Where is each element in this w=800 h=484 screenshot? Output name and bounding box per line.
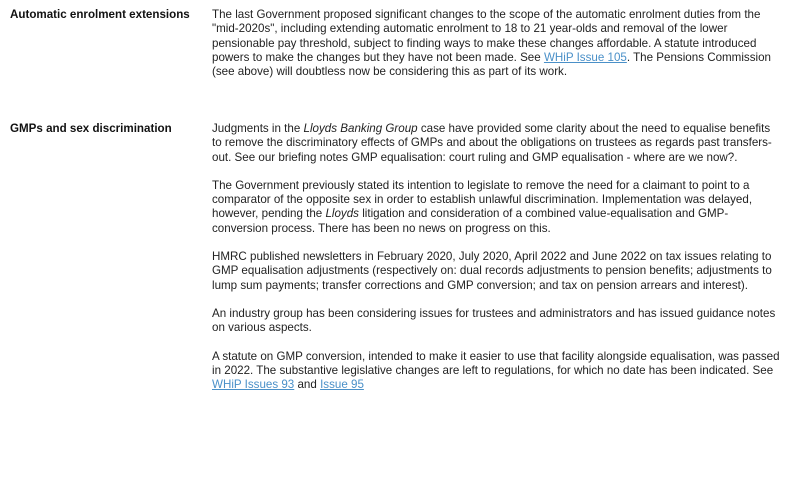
paragraph-text: and — [294, 378, 321, 392]
paragraph-text: litigation and consideration of a combined value-equalisation and GMP-conversion process. There has been no news on progress on this. — [212, 207, 729, 235]
paragraph: An industry group has been considering issues for trustees and administrators and has issued guidance notes on various aspects. — [212, 306, 776, 335]
whip-issue-105-link[interactable]: WHiP Issue 105 — [543, 50, 627, 64]
case-name: Lloyds Banking Group — [303, 122, 418, 135]
paragraph — [212, 179, 782, 236]
paragraph — [212, 8, 782, 79]
paragraph-text: Judgments in the — [212, 122, 304, 135]
paragraph: HMRC published newsletters in February 2020, July 2020, April 2022 and June 2022 on tax issues relating to GMP equalisation adjustments (respectively on: dual records adjustments to pension benefits; adjustments to lump sum payments; transfer corrections and GMP conversion; and tax on pension arrears and interest). — [212, 250, 772, 292]
whip-issues-93-link[interactable]: WHiP Issues 93 — [212, 378, 295, 392]
paragraph-text: A statute on GMP conversion, intended to make it easier to use that facility alongside equalisation, was passed in 2022. The substantive legislative changes are left to regulations, for which no date has been indicated. See — [212, 349, 780, 377]
paragraph-text: case have provided some clarity about the need to equalise benefits to remove the discriminatory effects of GMPs and about the obligations on trustees as regards past transfers-out. See our briefing notes GMP equalisation: court ruling and GMP equalisation - where are we now?. — [212, 122, 772, 164]
issue-95-link[interactable]: Issue 95 — [320, 378, 364, 392]
paragraph-text: The last Government proposed significant changes to the scope of the automatic enrolment duties from the "mid-2020s", including extending automatic enrolment to 18 to 21 year-olds and removal of the lower pensionable pay threshold, subject to finding ways to make these changes affordable. A statute introduced powers to make the changes but they have not been made. See — [212, 8, 761, 64]
section-heading: Automatic enrolment extensions — [10, 8, 190, 21]
paragraph — [212, 350, 782, 393]
section-body — [212, 8, 782, 93]
case-name: Lloyds — [325, 207, 359, 221]
paragraph-text: . The Pensions Commission (see above) will doubtless now be considering this as part of its work. — [212, 50, 771, 79]
paragraph — [212, 122, 782, 165]
paragraph-text: The Government previously stated its intention to legislate to remove the need for a claimant to point to a comparator of the opposite sex in order to establish unlawful discrimination. Implementation was delayed, however, pending the — [212, 178, 753, 221]
section-body — [212, 122, 782, 406]
section-heading: GMPs and sex discrimination — [10, 122, 172, 135]
